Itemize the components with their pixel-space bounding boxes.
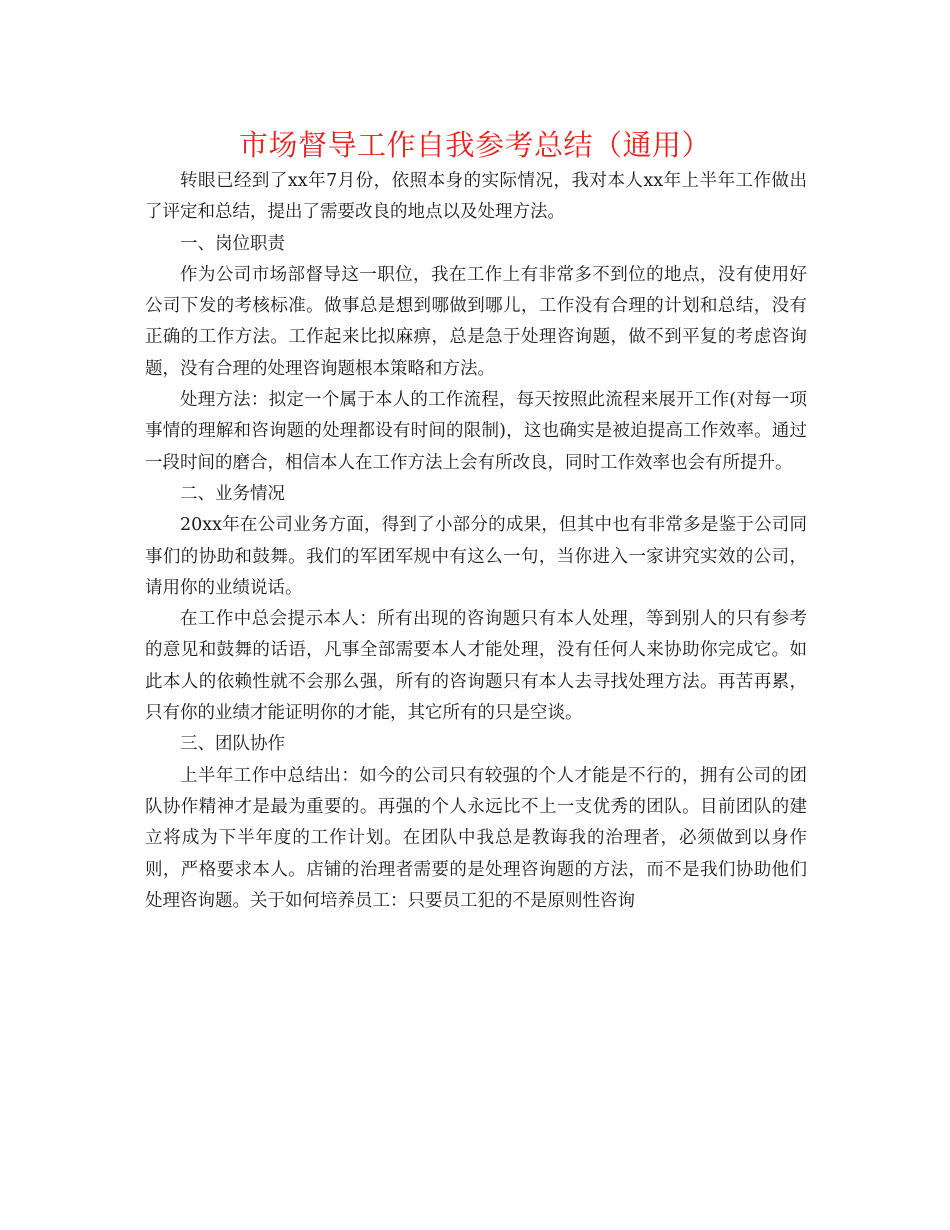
section-heading-teamwork: 三、团队协作 xyxy=(180,734,285,755)
paragraph-reminder: 在工作中总会提示本人：所有出现的咨询题只有本人处理，等到别人的只有参考的意见和鼓舞的话语，凡事全部需要本人才能处理，没有任何人来协助你完成它。如此本人的依赖性就不会那么强，所有的咨询题只有本人去寻找处理方法。再苦再累，只有你的业绩才能证明你的才能，其它所有的只是空谈。 xyxy=(145,609,807,724)
section-heading-business: 二、业务情况 xyxy=(180,483,285,504)
paragraph-business: 20xx年在公司业务方面，得到了小部分的成果，但其中也有非常多是鉴于公司同事们的协助和鼓舞。我们的军团军规中有这么一句，当你进入一家讲究实效的公司，请用你的业绩说话。 xyxy=(145,515,807,598)
document-body xyxy=(145,166,807,917)
section-heading-duties: 一、岗位职责 xyxy=(180,233,285,254)
paragraph-teamwork: 上半年工作中总结出：如今的公司只有较强的个人才能是不行的，拥有公司的团队协作精神才是最为重要的。再强的个人永远比不上一支优秀的团队。目前团队的建立将成为下半年度的工作计划。在团队中我总是教诲我的治理者，必须做到以身作则，严格要求本人。店铺的治理者需要的是处理咨询题的方法，而不是我们协助他们处理咨询题。关于如何培养员工：只要员工犯的不是原则性咨询 xyxy=(145,765,807,911)
document-title: 市场督导工作自我参考总结（通用） xyxy=(238,128,711,162)
paragraph-intro: 转眼已经到了xx年7月份，依照本身的实际情况，我对本人xx年上半年工作做出了评定和总结，提出了需要改良的地点以及处理方法。 xyxy=(145,171,807,223)
paragraph-solution: 处理方法：拟定一个属于本人的工作流程，每天按照此流程来展开工作(对每一项事情的理解和咨询题的处理都设有时间的限制)，这也确实是被迫提高工作效率。通过一段时间的磨合，相信本人在工作方法上会有所改良，同时工作效率也会有所提升。 xyxy=(145,390,807,473)
paragraph-duties: 作为公司市场部督导这一职位，我在工作上有非常多不到位的地点，没有使用好公司下发的考核标准。做事总是想到哪做到哪儿，工作没有合理的计划和总结，没有正确的工作方法。工作起来比拟麻痹，总是急于处理咨询题，做不到平复的考虑咨询题，没有合理的处理咨询题根本策略和方法。 xyxy=(145,264,807,379)
